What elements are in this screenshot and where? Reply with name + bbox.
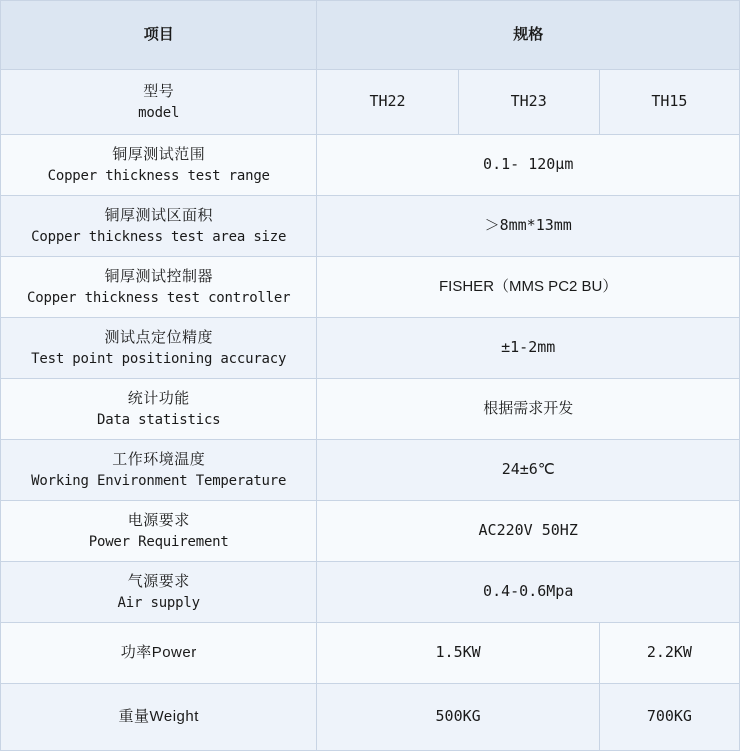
table-row [1, 318, 740, 379]
row-label-en: Copper thickness test controller [27, 289, 291, 306]
row-value-working-environment-temperature: 24±6℃ [317, 440, 740, 501]
header-cell-item: 项目 [1, 1, 317, 70]
row-value-weight-1: 500KG [317, 684, 599, 751]
row-value-model-2: TH23 [458, 70, 599, 135]
row-label-cn: 测试点定位精度 [104, 328, 213, 346]
header-cell-spec: 规格 [317, 1, 740, 70]
row-label-cn: 电源要求 [127, 511, 190, 529]
row-label-weight [1, 684, 317, 751]
row-label-air-supply [1, 562, 317, 623]
row-label-cn: 气源要求 [127, 572, 190, 590]
row-value-copper-thickness-test-range: 0.1- 120μm [317, 135, 740, 196]
row-label-en: Power Requirement [88, 533, 229, 550]
row-value-test-point-positioning-accuracy: ±1-2mm [317, 318, 740, 379]
row-label-cn: 型号 [143, 82, 175, 100]
row-label-model [1, 70, 317, 135]
row-label-cn: 工作环境温度 [112, 450, 206, 468]
table-row [1, 196, 740, 257]
row-label-test-point-positioning-accuracy [1, 318, 317, 379]
row-label-cn: 统计功能 [127, 389, 190, 407]
table-row [1, 70, 740, 135]
row-value-power-requirement: AC220V 50HZ [317, 501, 740, 562]
row-label-en: Data statistics [96, 411, 221, 428]
row-value-copper-thickness-test-controller: FISHER（MMS PC2 BU） [317, 257, 740, 318]
row-label-en: Copper thickness test area size [31, 228, 287, 245]
row-label-en: model [138, 104, 180, 121]
table-row [1, 135, 740, 196]
row-label-data-statistics [1, 379, 317, 440]
row-label-power-requirement [1, 501, 317, 562]
row-value-model-3: TH15 [599, 70, 739, 135]
table-row [1, 440, 740, 501]
row-label-cn: 功率Power [120, 644, 197, 662]
table-header-row [1, 1, 740, 70]
table-row [1, 379, 740, 440]
row-label-cn: 铜厚测试范围 [112, 145, 206, 163]
table-row [1, 684, 740, 751]
row-label-en: Working Environment Temperature [31, 472, 287, 489]
row-label-en: Copper thickness test range [47, 167, 270, 184]
row-label-power [1, 623, 317, 684]
table-row [1, 501, 740, 562]
table-row [1, 257, 740, 318]
row-label-en: Air supply [117, 594, 200, 611]
row-value-air-supply: 0.4-0.6Mpa [317, 562, 740, 623]
row-label-copper-thickness-test-area-size [1, 196, 317, 257]
table-row [1, 623, 740, 684]
row-value-data-statistics: 根据需求开发 [317, 379, 740, 440]
row-value-power-2: 2.2KW [599, 623, 739, 684]
row-label-cn: 重量Weight [118, 708, 199, 726]
row-label-copper-thickness-test-controller [1, 257, 317, 318]
row-label-cn: 铜厚测试控制器 [104, 267, 213, 285]
table-row [1, 562, 740, 623]
row-value-copper-thickness-test-area-size: ＞8mm*13mm [317, 196, 740, 257]
row-label-en: Test point positioning accuracy [31, 350, 287, 367]
row-value-power-1: 1.5KW [317, 623, 599, 684]
row-label-copper-thickness-test-range [1, 135, 317, 196]
row-label-working-environment-temperature [1, 440, 317, 501]
row-label-cn: 铜厚测试区面积 [104, 206, 213, 224]
row-value-weight-2: 700KG [599, 684, 739, 751]
row-value-model-1: TH22 [317, 70, 458, 135]
